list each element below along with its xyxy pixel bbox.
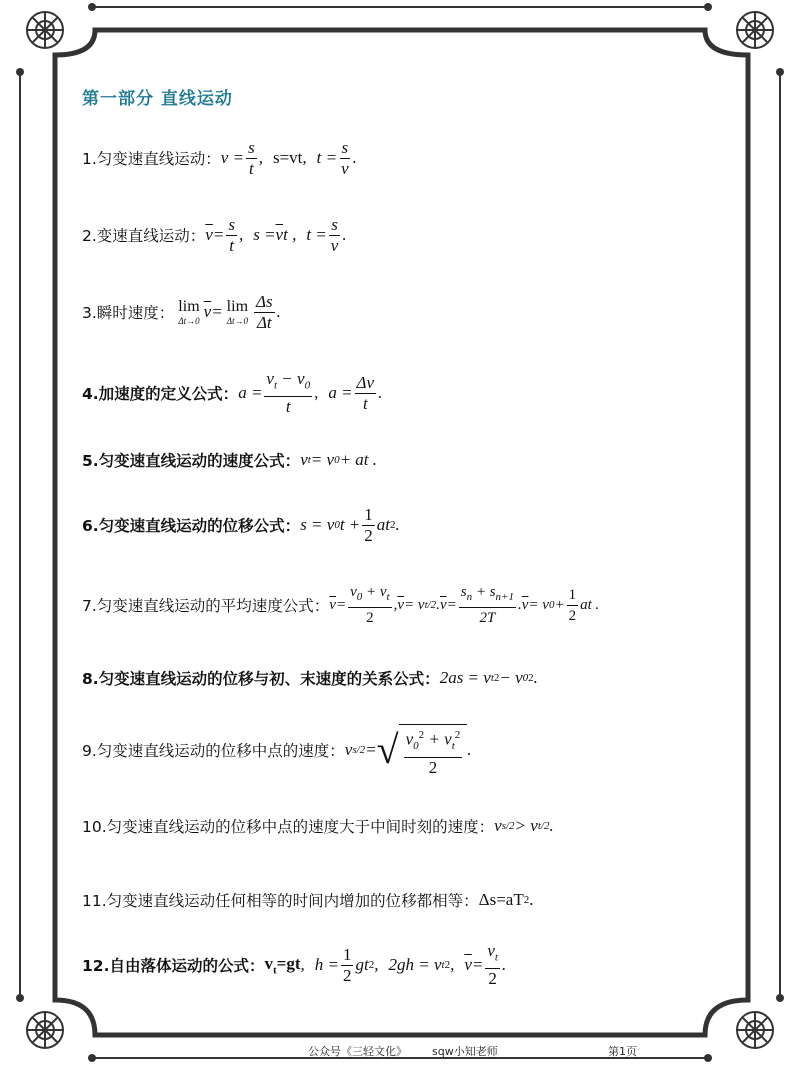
formula-label: 1.匀变速直线运动：	[82, 150, 221, 168]
formula-line-1	[82, 138, 357, 178]
gt-text: =gt	[276, 953, 301, 973]
formula-label: 8.匀变速直线运动的位移与初、末速度的关系公式：	[82, 670, 440, 688]
formula-line-2	[82, 215, 347, 255]
formula-math: $v_t=gt$ , h = $\frac{1}{2}$ gt 2 , 2gh = v t 2 , $\overline{v}$ = $\frac{v_t}{2}$ .	[264, 941, 507, 988]
formula-math: v s/2 > v t/2 .	[494, 816, 554, 835]
formula-line-9	[82, 727, 472, 777]
section-heading: 第一部分 直线运动	[82, 89, 233, 109]
formula-line-11	[82, 880, 533, 920]
formula-label: 5.匀变速直线运动的速度公式：	[82, 452, 301, 470]
formula-label: 4.加速度的定义公式：	[82, 385, 239, 403]
formula-line-3	[82, 292, 281, 332]
formula-math: a = $\frac{v_t - v_0}{t}$ , a = $\frac{\Delta v}{t}$ .	[238, 369, 383, 416]
formula-line-5	[82, 440, 377, 480]
formula-line-8	[82, 658, 538, 698]
formula-math: v t = v 0 + at .	[300, 450, 378, 469]
formula-math: 2as = v t 2 − v 0 2 .	[439, 668, 538, 687]
footer-account: 公众号《三轻文化》	[308, 1045, 407, 1058]
footer-author: sqw小知老师	[432, 1045, 498, 1058]
formula-math: s = v 0 t + $\frac{1}{2}$ at 2 .	[300, 504, 400, 545]
formula-label: 9.匀变速直线运动的位移中点的速度：	[82, 742, 345, 760]
formula-math: $\overline{v}$ = $\frac{s}{t}$ , s = $\overline{v}$ t , t = $\frac{s}{v}$ .	[205, 214, 347, 255]
delta-s-text: Δs=aT	[478, 890, 524, 909]
formula-line-10	[82, 806, 554, 846]
formula-label: 7.匀变速直线运动的平均速度公式：	[82, 597, 330, 615]
formula-label: 10.匀变速直线运动的位移中点的速度大于中间时刻的速度：	[82, 818, 495, 836]
formula-label: 12.自由落体运动的公式：	[82, 957, 265, 975]
formula-line-6	[82, 505, 400, 545]
formula-label: 6.匀变速直线运动的位移公式：	[82, 517, 301, 535]
formula-label: 11.匀变速直线运动任何相等的时间内增加的位移都相等：	[82, 892, 479, 910]
formula-math: v s/2 = √ $\frac{v_0^2 + v_t^2}{2}$ .	[345, 722, 472, 777]
formula-line-7	[82, 585, 599, 625]
footer-page-number: 第1页	[608, 1045, 637, 1058]
formula-label: 3.瞬时速度：	[82, 304, 175, 322]
formula-math: v = $\frac{s}{t}$ , s=vt , t = $\frac{s}{v}$ .	[220, 137, 357, 178]
vt-text: v	[264, 953, 273, 973]
formula-line-4	[82, 369, 383, 416]
formula-math: Δs=aT 2 .	[478, 890, 534, 909]
formula-math: $\overline{v}$ = $\frac{v_0 + v_t}{2}$ , $\overline{v}$ = v t/2 . $\overline{v}$ = $\frac{s_n + s_{n+1}}{2T}$ . $\overline{v}$ = v 0 + $\frac{1}{2}$ at .	[329, 584, 600, 626]
formula-label: 2.变速直线运动：	[82, 227, 206, 245]
formula-line-12	[82, 941, 507, 988]
formula-math: lim Δt→0 $\overline{v}$ = lim Δt→0 $\frac{\Delta s}{\Delta t}$ .	[178, 291, 281, 332]
svt-text: s=vt	[272, 148, 303, 167]
